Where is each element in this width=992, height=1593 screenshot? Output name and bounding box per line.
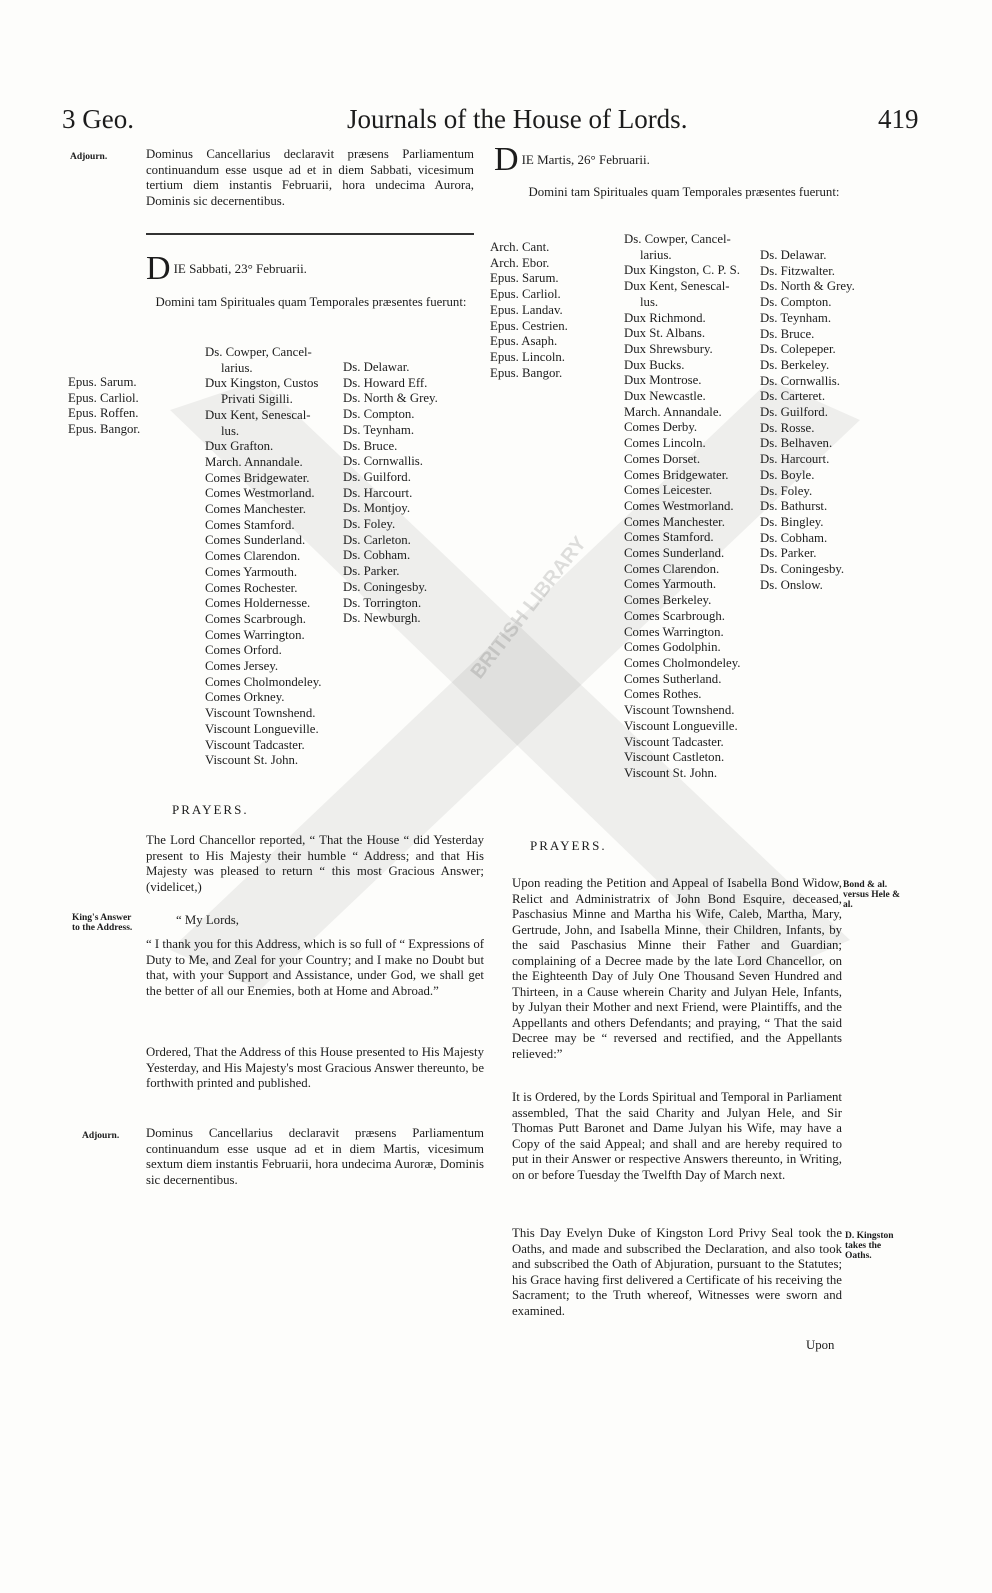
petition-paragraph: Upon reading the Petition and Appeal of Isabella Bond Widow, Relict and Administratrix of John Bond Esquire, deceased, Paschasius Minne and Martha his Wife, Caleb, Martha, Mary, Gertrude, John, and Isabella Minne, their Children, Infants, by the said Paschasius Minne their Father and Guardian; complaining of a Decree made by the late Lord Chancellor, on the Eighteenth Day of July One Thousand Seven Hundred and Thirteen, in a Cause wherein Charity and Julyan Hele, Infants, by Julyan their Mother and next Friend, were Plaintiffs, and the Appellants and others Defendants; and praying, “ That the said Decree may be “ reversed and rectified, and the Appellants relieved:” xyxy=(512,876,842,1061)
list-entry: Viscount Tadcaster. xyxy=(205,737,305,752)
list-entry: Viscount Tadcaster. xyxy=(624,734,724,749)
list-entry: Arch. Ebor. xyxy=(490,255,550,270)
list-entry: Dux Montrose. xyxy=(624,373,702,388)
list-entry: Ds. Teynham. xyxy=(760,310,832,325)
list-entry: Privati Sigilli. xyxy=(221,392,293,407)
catchword: Upon xyxy=(806,1338,835,1352)
list-entry: Comes Clarendon. xyxy=(624,561,720,576)
margin-note-kings-answer: King's Answer to the Address. xyxy=(72,913,133,933)
list-entry: Comes Leicester. xyxy=(624,483,713,498)
list-entry: Viscount Longueville. xyxy=(205,721,319,736)
list-entry: Arch. Cant. xyxy=(490,240,550,254)
list-entry: Ds. Foley. xyxy=(760,483,813,498)
list-entry: Ds. Guilford. xyxy=(760,405,828,420)
lords-list-col1 xyxy=(624,232,740,782)
list-entry: Ds. Rosse. xyxy=(760,420,815,435)
list-entry: Dux Newcastle. xyxy=(624,389,706,404)
bishops-list xyxy=(68,375,140,438)
margin-note-bond: Bond & al. versus Hele & al. xyxy=(843,880,900,910)
list-entry: Comes Stamford. xyxy=(624,530,714,545)
list-entry: Ds. Compton. xyxy=(760,295,832,310)
list-entry: Ds. Belhaven. xyxy=(760,436,833,451)
list-entry: Viscount Longueville. xyxy=(624,718,738,733)
dropcap: D xyxy=(146,250,171,287)
list-entry: Ds. Bingley. xyxy=(760,514,824,529)
list-entry: Viscount Townshend. xyxy=(624,703,735,718)
list-entry: Viscount Townshend. xyxy=(205,706,316,721)
list-entry: Dux Bucks. xyxy=(624,357,685,372)
list-entry: Ds. Berkeley. xyxy=(760,357,830,372)
list-entry: Comes Orford. xyxy=(205,643,282,658)
list-entry: Ds. Cowper, Cancel- xyxy=(205,345,312,359)
list-entry: Comes Scarbrough. xyxy=(624,608,725,623)
list-entry: Viscount St. John. xyxy=(205,753,299,768)
list-entry: Epus. Cestrien. xyxy=(490,318,568,333)
list-entry: Comes Godolphin. xyxy=(624,640,721,655)
ordered-paragraph: Ordered, That the Address of this House presented to His Majesty Yesterday, and His Majesty's most Gracious Answer thereunto, be forthwith printed and published. xyxy=(146,1045,484,1090)
list-entry: lus. xyxy=(640,294,659,309)
list-entry: Ds. Cobham. xyxy=(343,548,411,563)
list-entry: Comes Bridgewater. xyxy=(205,470,310,485)
list-entry: Comes Lincoln. xyxy=(624,436,706,451)
list-entry: Comes Westmorland. xyxy=(205,486,315,501)
list-entry: Ds. Harcourt. xyxy=(343,485,413,500)
list-entry: Epus. Carliol. xyxy=(490,287,561,302)
adjourn-paragraph-2: Dominus Cancellarius declaravit præsens Parliamentum continuandum esse usque ad et in diem Martis, vicesimum sextum diem instantis Februarii, hora undecima Auroræ, Dominis sic decernentibus. xyxy=(146,1126,484,1187)
list-entry: March. Annandale. xyxy=(624,404,722,419)
list-entry: Comes Yarmouth. xyxy=(624,577,717,592)
list-entry: Epus. Asaph. xyxy=(490,334,558,349)
list-entry: Epus. Bangor. xyxy=(68,422,141,437)
list-entry: Ds. Delawar. xyxy=(343,360,410,374)
list-entry: Epus. Landav. xyxy=(490,302,563,317)
lords-list-col2 xyxy=(760,248,855,593)
list-entry: Comes Sutherland. xyxy=(624,671,722,686)
list-entry: Comes Manchester. xyxy=(624,514,725,529)
present-heading: Domini tam Spirituales quam Temporales præsentes fuerunt: xyxy=(528,185,840,199)
header-page-number: 419 xyxy=(878,104,919,134)
list-entry: Comes Sunderland. xyxy=(624,546,725,561)
list-entry: Dux St. Albans. xyxy=(624,326,706,341)
list-entry: Ds. Carleton. xyxy=(343,532,411,547)
margin-note-kingston: D. Kingston takes the Oaths. xyxy=(845,1231,894,1261)
list-entry: Ds. Delawar. xyxy=(760,248,827,262)
list-entry: Ds. Carteret. xyxy=(760,389,826,404)
list-entry: Dux Kent, Senescal- xyxy=(624,279,730,294)
list-entry: Viscount St. John. xyxy=(624,765,718,780)
list-entry: Viscount Castleton. xyxy=(624,750,725,765)
list-entry: Epus. Roffen. xyxy=(68,406,139,421)
section-rule xyxy=(146,233,474,235)
prayers-heading: PRAYERS. xyxy=(530,838,607,853)
list-entry: Ds. Parker. xyxy=(760,546,817,561)
list-entry: Comes Berkeley. xyxy=(624,593,712,608)
list-entry: Ds. Harcourt. xyxy=(760,452,830,467)
list-entry: Epus. Sarum. xyxy=(490,271,559,286)
present-heading: Domini tam Spirituales quam Temporales præsentes fuerunt: xyxy=(155,295,467,309)
prayers-heading: PRAYERS. xyxy=(172,802,249,817)
list-entry: Ds. Torrington. xyxy=(343,595,422,610)
list-entry: Comes Rochester. xyxy=(205,580,298,595)
list-entry: Comes Jersey. xyxy=(205,659,279,674)
list-entry: Ds. North & Grey. xyxy=(343,391,438,406)
list-entry: Comes Dorset. xyxy=(624,451,701,466)
list-entry: Comes Rothes. xyxy=(624,687,702,702)
list-entry: Comes Cholmondeley. xyxy=(624,655,741,670)
list-entry: Comes Sunderland. xyxy=(205,533,306,548)
list-entry: Comes Cholmondeley. xyxy=(205,674,322,689)
list-entry: Comes Warrington. xyxy=(205,627,305,642)
day-title: IE Martis, 26° Februarii. xyxy=(521,152,650,167)
list-entry: Ds. Cornwallis. xyxy=(343,454,423,469)
list-entry: Comes Manchester. xyxy=(205,502,306,517)
list-entry: Ds. Onslow. xyxy=(760,577,823,592)
list-entry: larius. xyxy=(640,247,672,262)
list-entry: Ds. Boyle. xyxy=(760,467,815,482)
lords-list-col2 xyxy=(343,360,438,627)
list-entry: Comes Clarendon. xyxy=(205,549,301,564)
list-entry: Ds. Cobham. xyxy=(760,530,828,545)
list-entry: Epus. Carliol. xyxy=(68,390,139,405)
list-entry: Comes Yarmouth. xyxy=(205,564,298,579)
list-entry: Dux Kingston, Custos xyxy=(205,376,319,391)
list-entry: Ds. Bruce. xyxy=(343,438,398,453)
list-entry: Dux Grafton. xyxy=(205,439,274,454)
list-entry: Ds. Cowper, Cancel- xyxy=(624,232,731,246)
lords-list-col1 xyxy=(205,345,321,769)
list-entry: Comes Stamford. xyxy=(205,517,295,532)
list-entry: Epus. Sarum. xyxy=(68,375,137,389)
list-entry: Ds. Compton. xyxy=(343,407,415,422)
header-session: 3 Geo. xyxy=(62,104,134,134)
list-entry: Dux Richmond. xyxy=(624,310,706,325)
margin-note-adjourn-2: Adjourn. xyxy=(82,1131,120,1141)
margin-note-adjourn: Adjourn. xyxy=(70,152,108,162)
list-entry: Ds. North & Grey. xyxy=(760,279,855,294)
report-paragraph: The Lord Chancellor reported, “ That the House “ did Yesterday present to His Majesty their humble “ Address; and that His Majesty was pleased to return “ this most Gracious Answer; (videlicet,) xyxy=(146,833,484,894)
list-entry: Comes Bridgewater. xyxy=(624,467,729,482)
list-entry: Ds. Colepeper. xyxy=(760,342,836,357)
list-entry: Ds. Coningesby. xyxy=(343,579,428,594)
list-entry: Ds. Fitzwalter. xyxy=(760,263,835,278)
day-title: IE Sabbati, 23° Februarii. xyxy=(173,261,307,276)
list-entry: Ds. Bathurst. xyxy=(760,499,828,514)
list-entry: Ds. Parker. xyxy=(343,564,400,579)
list-entry: Comes Scarbrough. xyxy=(205,611,306,626)
dropcap: D xyxy=(494,141,519,178)
list-entry: Dux Kingston, C. P. S. xyxy=(624,263,740,278)
list-entry: Ds. Bruce. xyxy=(760,326,815,341)
ordered-paragraph: It is Ordered, by the Lords Spiritual and Temporal in Parliament assembled, That the said Charity and Julyan Hele, and Sir Thomas Putt Baronet and Dame Julyan his Wife, may have a Copy of the said Appeal; and shall and are hereby required to put in their Answer or respective Answers thereunto, in Writing, on or before Tuesday the Twelfth Day of March next. xyxy=(512,1090,842,1182)
day-heading-sabbati xyxy=(146,250,476,287)
list-entry: larius. xyxy=(221,360,253,375)
my-lords: “ My Lords, xyxy=(176,913,239,927)
list-entry: Comes Derby. xyxy=(624,420,698,435)
list-entry: Epus. Bangor. xyxy=(490,365,563,380)
list-entry: Ds. Montjoy. xyxy=(343,501,411,516)
list-entry: Ds. Newburgh. xyxy=(343,611,421,626)
list-entry: Comes Warrington. xyxy=(624,624,724,639)
watermark-text: BRITISH LIBRARY xyxy=(466,532,591,684)
list-entry: Ds. Coningesby. xyxy=(760,562,845,577)
list-entry: Dux Shrewsbury. xyxy=(624,341,713,356)
list-entry: lus. xyxy=(221,423,240,438)
kingston-paragraph: This Day Evelyn Duke of Kingston Lord Privy Seal took the Oaths, and made and subscribed the Declaration, and also took and subscribed the Oath of Abjuration, pursuant to the Statutes; his Grace having first delivered a Certificate of his receiving the Sacrament; to the Truth whereof, Witnesses were sworn and examined. xyxy=(512,1226,842,1318)
list-entry: Ds. Cornwallis. xyxy=(760,373,840,388)
adjourn-paragraph-1: Dominus Cancellarius declaravit præsens Parliamentum continuandum esse usque ad et in diem Sabbati, vicesimum tertium diem instantis Februarii, hora undecima Aurora, Dominis sic decernentibus. xyxy=(146,147,474,208)
list-entry: Ds. Foley. xyxy=(343,517,396,532)
list-entry: Ds. Teynham. xyxy=(343,422,415,437)
bishops-list xyxy=(490,240,568,381)
list-entry: Epus. Lincoln. xyxy=(490,349,565,364)
list-entry: Dux Kent, Senescal- xyxy=(205,407,311,422)
list-entry: Comes Orkney. xyxy=(205,690,285,705)
header-title: Journals of the House of Lords. xyxy=(347,104,688,134)
list-entry: Comes Holdernesse. xyxy=(205,596,311,611)
kings-answer-paragraph: “ I thank you for this Address, which is so full of “ Expressions of Duty to Me, and Zeal for your Country; and I make no Doubt but that, with your Support and Assistance, under God, we shall get the better of all our Enemies, both at Home and Abroad.” xyxy=(146,937,485,998)
list-entry: Comes Westmorland. xyxy=(624,498,734,513)
list-entry: Ds. Howard Eff. xyxy=(343,375,428,390)
day-heading-martis xyxy=(494,141,884,178)
list-entry: Ds. Guilford. xyxy=(343,469,411,484)
list-entry: March. Annandale. xyxy=(205,454,303,469)
